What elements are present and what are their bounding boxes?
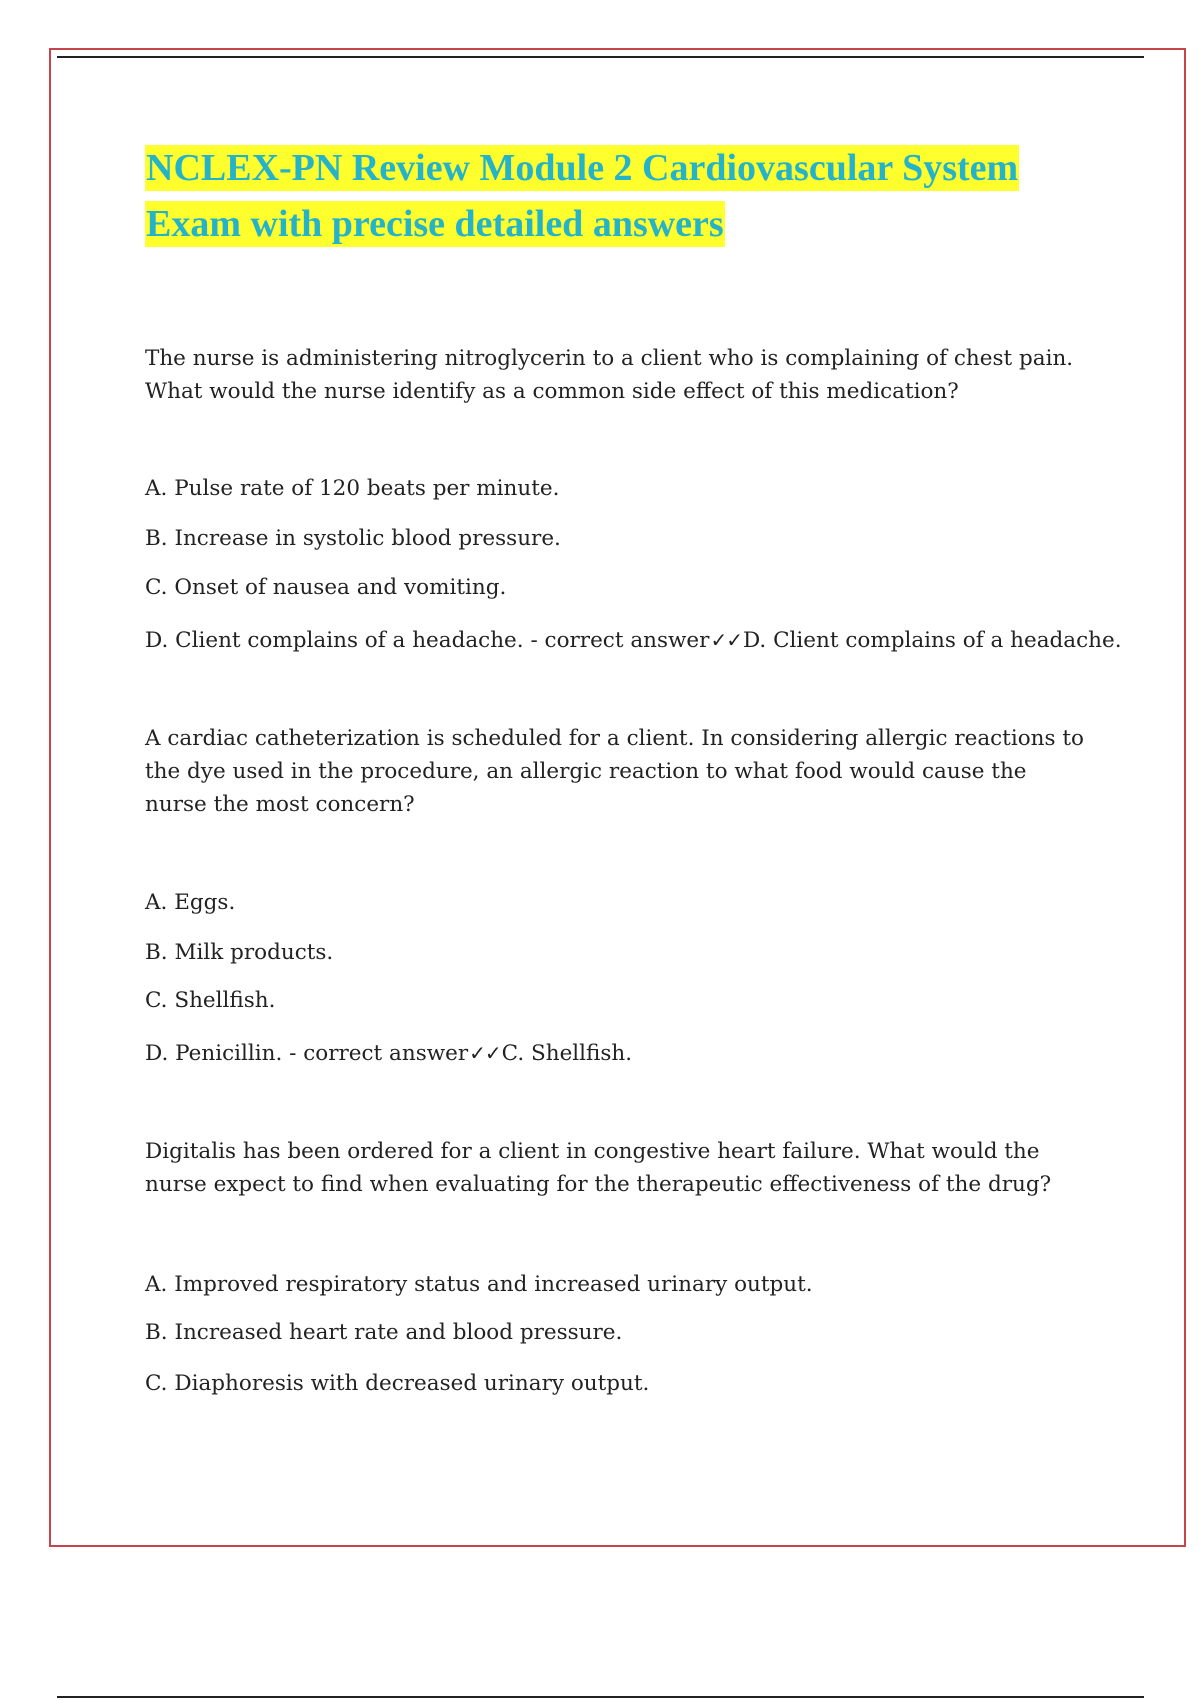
header-rule bbox=[57, 56, 1144, 58]
question-2-answer: C. Shellfish. bbox=[501, 1041, 633, 1066]
question-2-option-c: C. Shellfish. bbox=[145, 988, 276, 1013]
question-2-option-b: B. Milk products. bbox=[145, 940, 334, 965]
question-1-option-a: A. Pulse rate of 120 beats per minute. bbox=[145, 476, 560, 501]
question-2-option-d-text: D. Penicillin. - correct answer bbox=[145, 1041, 469, 1066]
title-line-1: NCLEX-PN Review Module 2 Cardiovascular System bbox=[146, 147, 1019, 189]
title-line-2: Exam with precise detailed answers bbox=[146, 203, 724, 245]
question-1-option-b: B. Increase in systolic blood pressure. bbox=[145, 526, 561, 551]
question-1-option-d bbox=[145, 625, 1122, 656]
question-1-option-d-text: D. Client complains of a headache. - correct answer bbox=[145, 628, 710, 653]
question-2-text: A cardiac catheterization is scheduled for a client. In considering allergic reactions to the dye used in the procedure, an allergic reaction to what food would cause the nurse the most concern? bbox=[145, 726, 1084, 817]
check-mark-icon: ✓✓ bbox=[710, 628, 742, 652]
question-3-text: Digitalis has been ordered for a client in congestive heart failure. What would the nurse expect to find when evaluating for the therapeutic effectiveness of the drug? bbox=[145, 1139, 1052, 1197]
question-3-option-a: A. Improved respiratory status and increased urinary output. bbox=[145, 1272, 813, 1297]
document-title bbox=[145, 140, 1085, 252]
check-mark-icon: ✓✓ bbox=[469, 1041, 501, 1065]
question-1-answer: D. Client complains of a headache. bbox=[742, 628, 1122, 653]
question-1-text: The nurse is administering nitroglycerin to a client who is complaining of chest pain. What would the nurse identify as a common side effect of this medication? bbox=[145, 346, 1074, 404]
question-2-option-a: A. Eggs. bbox=[145, 890, 236, 915]
question-3-option-b: B. Increased heart rate and blood pressure. bbox=[145, 1320, 623, 1345]
question-2-option-d bbox=[145, 1038, 1095, 1069]
question-3-option-c: C. Diaphoresis with decreased urinary output. bbox=[145, 1371, 650, 1396]
question-1-option-c: C. Onset of nausea and vomiting. bbox=[145, 575, 507, 600]
footer-rule bbox=[57, 1696, 1144, 1698]
